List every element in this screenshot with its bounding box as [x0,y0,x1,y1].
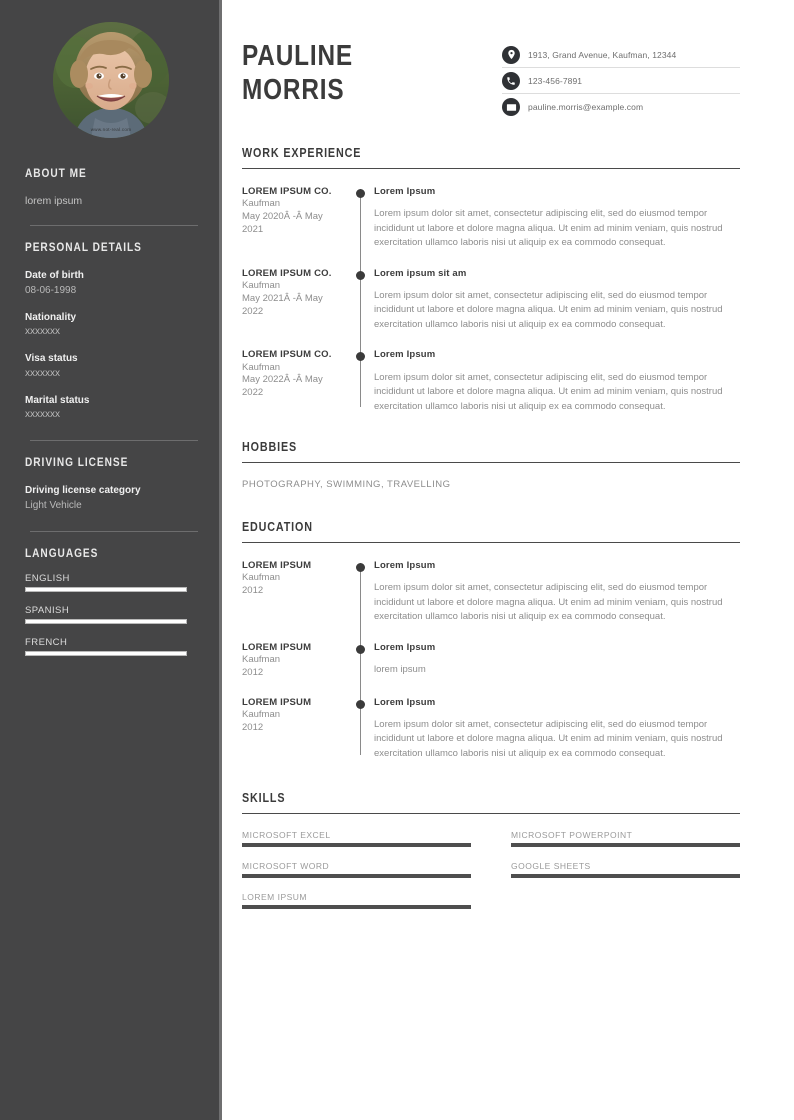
entry-meta [242,560,354,625]
entry-description: Lorem ipsum dolor sit amet, consectetur adipiscing elit, sed do eiusmod tempor incididunt ut labore et dolore magna aliqua. Ut enim ad minim veniam, quis nostrud exercitation ullamco laboris nisi ut aliquip ex ea commodo consequat. [374,582,723,623]
detail-field [25,484,197,513]
skill-name: MICROSOFT POWERPOINT [511,830,633,841]
entry-description: lorem ipsum [374,663,426,675]
page-title [242,38,460,107]
detail-label: Marital status [25,394,90,406]
timeline-bullet [356,271,365,280]
skills-section [242,791,740,909]
detail-value: 08-06-1998 [25,284,77,296]
first-name: PAULINE [242,40,353,72]
entry-title: Lorem Ipsum [374,696,436,708]
contact-row[interactable] [502,68,740,94]
work-experience-section [242,146,740,414]
entry-title: Lorem Ipsum [374,186,436,197]
driving-license-list [25,484,197,513]
detail-field [25,269,197,298]
entry-meta [242,697,354,762]
entry-date: 2012 [242,585,264,597]
entry-body [374,268,740,333]
section-divider [242,813,740,814]
location-pin-icon [502,46,520,64]
skill-level-bar [242,905,471,909]
entry-date: 2012 [242,721,264,733]
entry-city: Kaufman [242,708,281,720]
timeline-marker [354,560,374,625]
skill-level-fill [511,874,740,878]
entry-description: Lorem ipsum dolor sit amet, consectetur adipiscing elit, sed do eiusmod tempor incididunt ut labore et dolore magna aliqua. Ut enim ad minim veniam, quis nostrud exercitation ullamco laboris nisi ut aliquip ex ea commodo consequat. [374,371,723,412]
skill-level-bar [511,843,740,847]
skill-level-fill [242,843,471,847]
entry-organization: LOREM IPSUM [242,696,312,708]
last-name: MORRIS [242,73,345,106]
entry-title: Lorem Ipsum [374,349,436,361]
skill-item [511,861,740,878]
contact-list [502,38,740,120]
avatar [53,22,169,138]
language-item [25,637,197,656]
skill-level-fill [242,874,471,878]
contact-text: pauline.morris@example.com [528,102,644,112]
entry-description: Lorem ipsum dolor sit amet, consectetur adipiscing elit, sed do eiusmod tempor incididunt ut labore et dolore magna aliqua. Ut enim ad minim veniam, quis nostrud exercitation ullamco laboris nisi ut aliquip ex ea commodo consequat. [374,290,723,330]
hobbies-heading: HOBBIES [242,439,297,454]
language-name: FRENCH [25,636,68,648]
entry-organization: LOREM IPSUM CO. [242,267,332,279]
driving-license-section [25,457,197,513]
skill-item [242,830,471,847]
language-name: SPANISH [25,604,70,616]
detail-value: Light Vehicle [25,499,82,511]
work-experience-list [242,186,740,414]
skill-level-fill [511,843,740,847]
entry-date: 2012 [242,666,264,678]
timeline-line [360,271,361,352]
entry-date: May 2020Â -Â May 2021 [242,211,323,235]
detail-value: xxxxxxx [25,367,60,379]
entry-body [374,186,740,251]
entry-body [374,642,740,680]
timeline-marker [354,697,374,762]
header [242,38,740,120]
skills-grid [242,830,740,909]
section-divider [242,168,740,169]
skill-item [242,892,471,909]
education-list [242,560,740,761]
about-text: lorem ipsum [25,195,83,207]
divider [30,440,198,441]
languages-heading: LANGUAGES [25,547,99,560]
education-section [242,520,740,761]
languages-section [25,548,197,656]
language-name: ENGLISH [25,572,70,584]
personal-details-section [25,242,197,422]
language-level-fill [26,620,186,623]
language-level-bar [25,587,187,592]
work-experience-heading: WORK EXPERIENCE [242,146,362,160]
detail-value: xxxxxxx [25,409,60,420]
timeline-bullet [356,352,365,361]
entry-title: Lorem Ipsum [374,641,436,653]
timeline-entry [242,186,740,251]
photo-credit: www.not-real.com [90,127,132,132]
entry-body [374,560,740,625]
entry-organization: LOREM IPSUM [242,641,312,653]
entry-date: May 2021Â -Â May 2022 [242,292,323,317]
entry-city: Kaufman [242,198,281,210]
contact-text: 1913, Grand Avenue, Kaufman, 12344 [528,49,677,60]
entry-organization: LOREM IPSUM CO. [242,349,332,361]
entry-description: Lorem ipsum dolor sit amet, consectetur adipiscing elit, sed do eiusmod tempor incididunt ut labore et dolore magna aliqua. Ut enim ad minim veniam, quis nostrud exercitation ullamco laboris nisi ut aliquip ex ea commodo consequat. [374,718,723,759]
timeline-entry [242,268,740,333]
timeline-entry [242,642,740,680]
entry-organization: LOREM IPSUM [242,559,312,571]
timeline-bullet [356,189,365,198]
language-level-bar [25,619,187,624]
hobbies-section [242,440,740,490]
languages-list [25,573,197,656]
entry-title: Lorem Ipsum [374,559,436,571]
sidebar [0,0,222,1120]
skill-name: GOOGLE SHEETS [511,861,591,872]
timeline-marker [354,268,374,333]
hobbies-text: PHOTOGRAPHY, SWIMMING, TRAVELLING [242,478,451,490]
language-item [25,605,197,624]
section-divider [242,462,740,463]
timeline-entry [242,697,740,762]
timeline-marker [354,349,374,414]
personal-details-heading: PERSONAL DETAILS [25,242,142,254]
timeline-entry [242,349,740,414]
language-level-fill [26,652,186,655]
detail-field [25,394,197,423]
detail-label: Visa status [25,353,78,364]
entry-meta [242,642,354,680]
skill-item [242,861,471,878]
entry-meta [242,268,354,333]
entry-body [374,697,740,762]
timeline-bullet [356,563,365,572]
entry-city: Kaufman [242,653,281,665]
skill-name: LOREM IPSUM [242,892,308,903]
detail-value: xxxxxxx [25,326,60,337]
entry-city: Kaufman [242,280,281,291]
entry-title: Lorem ipsum sit am [374,267,467,279]
timeline-marker [354,642,374,680]
contact-row[interactable] [502,94,740,120]
about-section [25,168,197,207]
skills-heading: SKILLS [242,791,286,806]
entry-date: May 2022Â -Â May 2022 [242,374,323,399]
entry-description: Lorem ipsum dolor sit amet, consectetur adipiscing elit, sed do eiusmod tempor incididunt ut labore et dolore magna aliqua. Ut enim ad minim veniam, quis nostrud exercitation ullamco laboris nisi ut aliquip ex ea commodo consequat. [374,208,723,249]
detail-label: Nationality [25,311,77,323]
contact-row[interactable] [502,42,740,68]
detail-field [25,311,197,340]
timeline-bullet [356,700,365,709]
skill-level-bar [242,874,471,878]
skill-name: MICROSOFT EXCEL [242,830,331,841]
detail-label: Driving license category [25,485,141,496]
skill-item [511,830,740,847]
detail-field [25,352,197,381]
envelope-icon [502,98,520,116]
skill-level-bar [511,874,740,878]
entry-organization: LOREM IPSUM CO. [242,186,332,197]
education-heading: EDUCATION [242,519,313,534]
profile-photo-wrapper [25,0,197,138]
main-content [222,0,794,1120]
about-heading: ABOUT ME [25,168,87,180]
language-level-fill [26,588,186,591]
timeline-marker [354,186,374,251]
timeline-line [360,563,361,645]
skill-level-fill [242,905,471,909]
personal-details-list [25,269,197,422]
entry-city: Kaufman [242,361,281,373]
phone-icon [502,72,520,90]
contact-text: 123-456-7891 [528,75,583,86]
language-item [25,573,197,592]
detail-label: Date of birth [25,270,84,281]
driving-license-heading: DRIVING LICENSE [25,457,129,469]
divider [30,225,198,226]
skill-level-bar [242,843,471,847]
timeline-bullet [356,645,365,654]
language-level-bar [25,651,187,656]
entry-meta [242,186,354,251]
timeline-entry [242,560,740,625]
entry-body [374,349,740,414]
skill-name: MICROSOFT WORD [242,861,330,872]
divider [30,531,198,532]
entry-meta [242,349,354,414]
section-divider [242,542,740,543]
timeline-line [360,189,361,271]
entry-city: Kaufman [242,572,281,584]
